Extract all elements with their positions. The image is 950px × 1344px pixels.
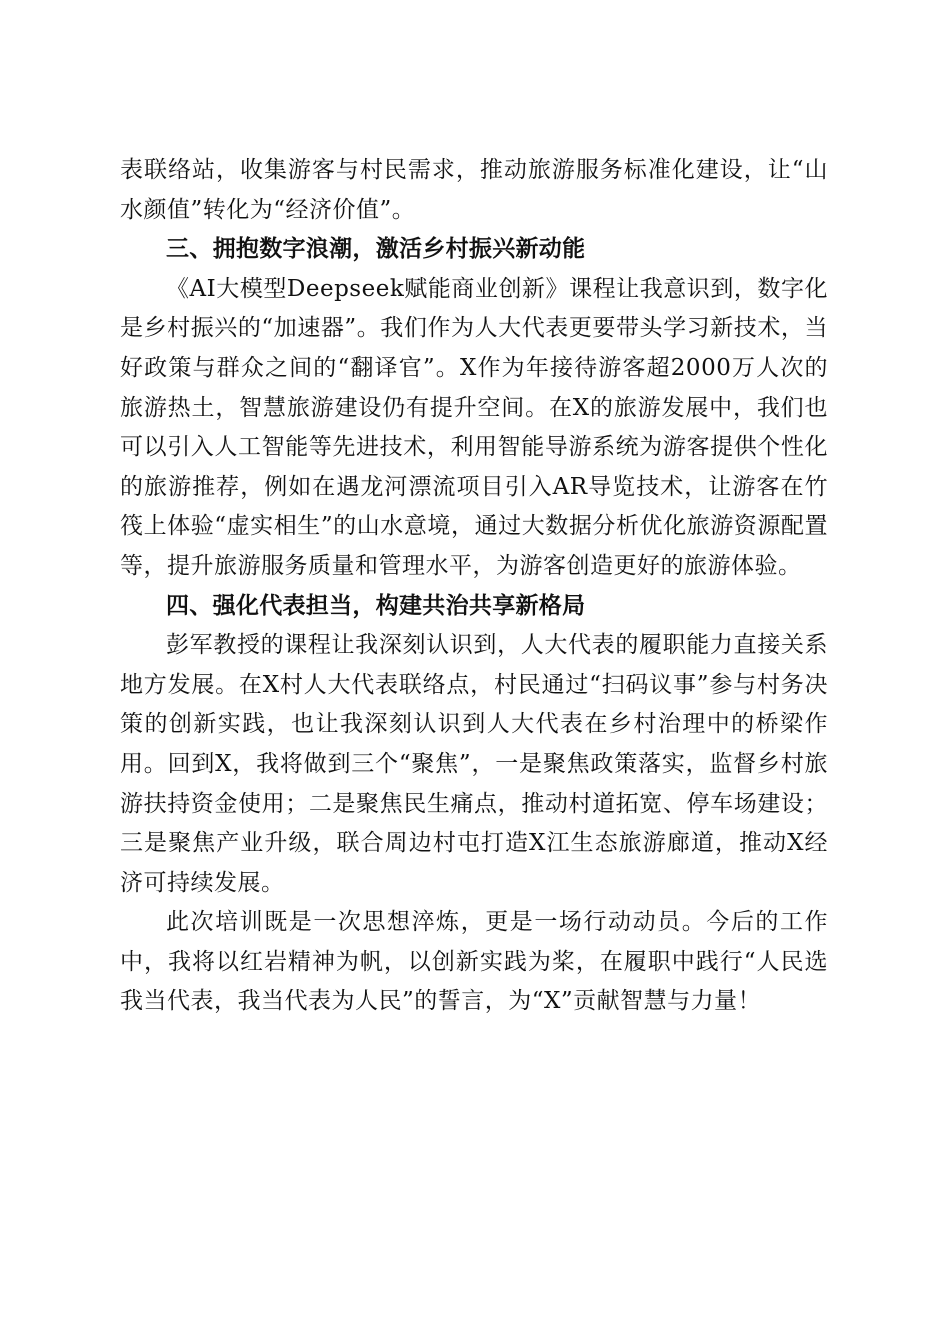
section-heading-3: 三、拥抱数字浪潮，激活乡村振兴新动能 (166, 236, 586, 263)
section-heading-4: 四、强化代表担当，构建共治共享新格局 (166, 592, 586, 619)
paragraph-representative: 彭军教授的课程让我深刻认识到，人大代表的履职能力直接关系地方发展。在X村人大代表联络点，村民通过“扫码议事”参与村务决策的创新实践，也让我深刻认识到人大代表在乡村治理中的桥梁作用。回到X，我将做到三个“聚焦”，一是聚焦政策落实，监督乡村旅游扶持资金使用；二是聚焦民生痛点，推动村道拓宽、停车场建设；三是聚焦产业升级，联合周边村屯打造X江生态旅游廊道，推动X经济可持续发展。 (120, 632, 828, 896)
paragraph-digital: 《AI大模型Deepseek赋能商业创新》课程让我意识到，数字化是乡村振兴的“加速器”。我们作为人大代表更要带头学习新技术，当好政策与群众之间的“翻译官”。X作为年接待游客超2000万人次的旅游热土，智慧旅游建设仍有提升空间。在X的旅游发展中，我们也可以引入人工智能等先进技术，利用智能导游系统为游客提供个性化的旅游推荐，例如在遇龙河漂流项目引入AR导览技术，让游客在竹筏上体验“虚实相生”的山水意境，通过大数据分析优化旅游资源配置等，提升旅游服务质量和管理水平，为游客创造更好的旅游体验。 (120, 275, 828, 579)
document-body (120, 151, 828, 1022)
paragraph-conclusion: 此次培训既是一次思想淬炼，更是一场行动动员。今后的工作中，我将以红岩精神为帆，以创新实践为桨，在履职中践行“人民选我当代表，我当代表为人民”的誓言，为“X”贡献智慧与力量！ (120, 909, 828, 1015)
paragraph-continuation: 表联络站，收集游客与村民需求，推动旅游服务标准化建设，让“山水颜值”转化为“经济价值”。 (120, 157, 828, 223)
